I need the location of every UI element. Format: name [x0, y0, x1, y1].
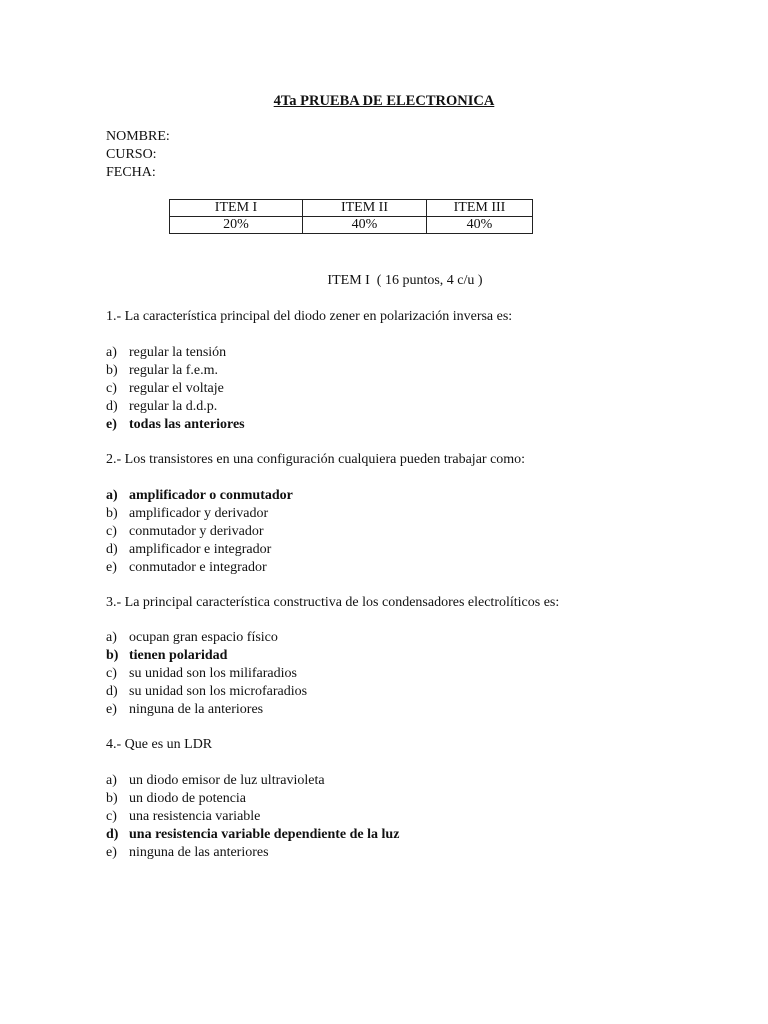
option-text: ninguna de la anteriores [129, 702, 264, 717]
option-letter: b) [106, 791, 118, 806]
option-text: un diodo de potencia [129, 791, 247, 806]
option-letter: d) [106, 542, 118, 557]
option-item-answer [106, 826, 399, 844]
option-item-answer [106, 647, 307, 665]
option-item [106, 523, 293, 541]
student-info [106, 128, 170, 182]
option-letter: b) [106, 648, 119, 663]
option-letter: d) [106, 684, 118, 699]
option-item [106, 790, 399, 808]
section-heading-text: ITEM I ( 16 puntos, 4 c/u ) [327, 273, 483, 288]
option-letter: a) [106, 773, 117, 788]
table-header-cell: ITEM III [427, 200, 533, 217]
option-item [106, 505, 293, 523]
table-cell: 20% [170, 217, 303, 234]
option-letter: c) [106, 381, 117, 396]
item-weights-table [169, 199, 533, 234]
option-text: amplificador y derivador [129, 506, 269, 521]
option-text: amplificador o conmutador [129, 488, 293, 503]
option-text: una resistencia variable dependiente de la luz [129, 827, 400, 842]
option-item [106, 559, 293, 577]
option-letter: e) [106, 417, 117, 432]
option-text: ocupan gran espacio físico [129, 630, 278, 645]
table-header-cell: ITEM I [170, 200, 303, 217]
option-letter: c) [106, 809, 117, 824]
question-2: 2.- Los transistores en una configuración cualquiera pueden trabajar como: [106, 452, 526, 467]
option-item [106, 808, 399, 826]
table-cell: 40% [427, 217, 533, 234]
option-text: amplificador e integrador [129, 542, 272, 557]
section-heading [0, 272, 768, 290]
option-letter: b) [106, 363, 118, 378]
option-item [106, 665, 307, 683]
table-header-row [170, 200, 533, 217]
table-header-cell: ITEM II [303, 200, 427, 217]
option-letter: d) [106, 399, 118, 414]
option-item [106, 398, 245, 416]
option-letter: e) [106, 560, 117, 575]
option-text: tienen polaridad [129, 648, 228, 663]
name-field-label: NOMBRE: [106, 129, 170, 144]
option-item [106, 772, 399, 790]
question-3: 3.- La principal característica constructiva de los condensadores electrolíticos es: [106, 595, 560, 610]
option-text: regular la d.d.p. [129, 399, 218, 414]
option-text: regular la tensión [129, 345, 227, 360]
option-letter: e) [106, 702, 117, 717]
option-text: conmutador y derivador [129, 524, 264, 539]
option-letter: d) [106, 827, 119, 842]
question-1: 1.- La característica principal del diodo zener en polarización inversa es: [106, 309, 513, 324]
option-item [106, 541, 293, 559]
option-letter: b) [106, 506, 118, 521]
option-letter: a) [106, 345, 117, 360]
option-letter: c) [106, 524, 117, 539]
table-cell: 40% [303, 217, 427, 234]
option-item [106, 701, 307, 719]
option-letter: a) [106, 488, 118, 503]
option-item-answer [106, 487, 293, 505]
option-text: su unidad son los milifaradios [129, 666, 297, 681]
option-letter: c) [106, 666, 117, 681]
option-letter: e) [106, 845, 117, 860]
option-item [106, 344, 245, 362]
option-item [106, 362, 245, 380]
course-field-label: CURSO: [106, 147, 157, 162]
question-2-options [106, 487, 293, 577]
option-item-answer [106, 416, 245, 434]
question-4-options [106, 772, 399, 862]
option-text: todas las anteriores [129, 417, 245, 432]
option-item [106, 683, 307, 701]
option-item [106, 380, 245, 398]
option-text: una resistencia variable [129, 809, 261, 824]
question-1-options [106, 344, 245, 434]
question-3-options [106, 629, 307, 719]
question-4: 4.- Que es un LDR [106, 737, 213, 752]
option-text: su unidad son los microfaradios [129, 684, 308, 699]
table-row [170, 217, 533, 234]
date-field-label: FECHA: [106, 165, 156, 180]
option-text: ninguna de las anteriores [129, 845, 269, 860]
option-text: un diodo emisor de luz ultravioleta [129, 773, 325, 788]
option-text: conmutador e integrador [129, 560, 267, 575]
option-text: regular el voltaje [129, 381, 224, 396]
page-title: 4Ta PRUEBA DE ELECTRONICA [273, 93, 495, 109]
option-text: regular la f.e.m. [129, 363, 219, 378]
option-item [106, 629, 307, 647]
option-item [106, 844, 399, 862]
option-letter: a) [106, 630, 117, 645]
